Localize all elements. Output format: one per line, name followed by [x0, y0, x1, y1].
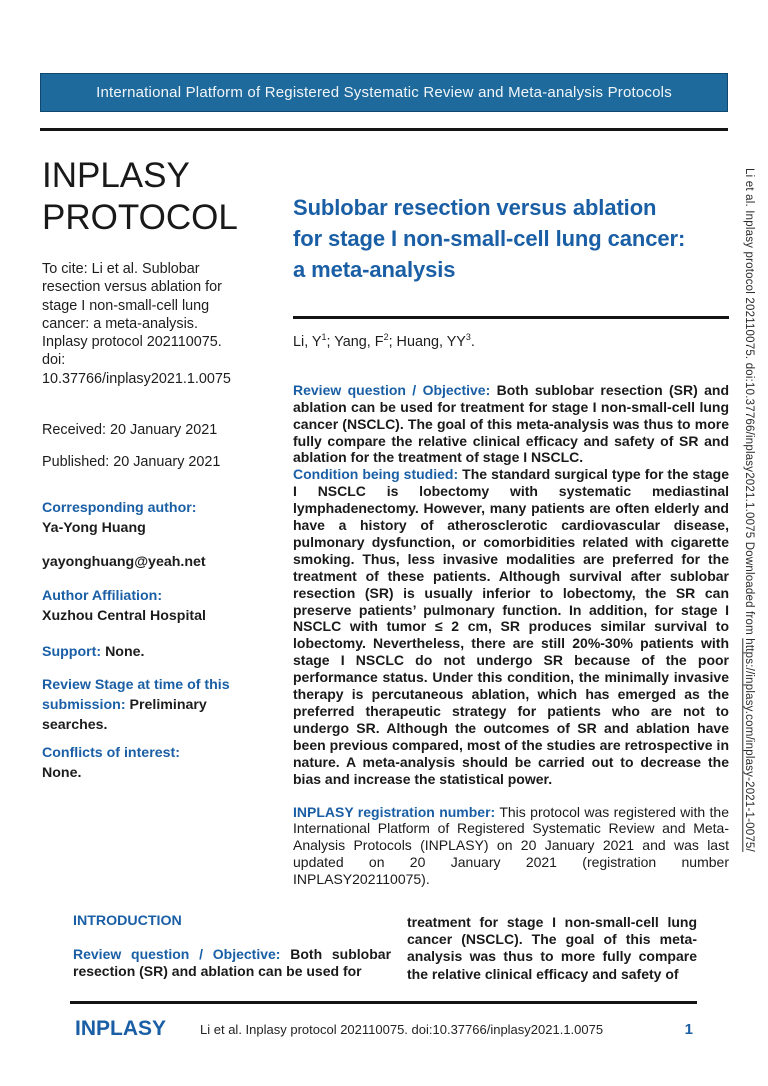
- introduction-left-text: Both sublobar resection (SR) and ablation can be used for: [73, 946, 392, 980]
- inplasy-url-link[interactable]: https://inplasy.com/inplasy-2021-1-0075/: [743, 638, 755, 852]
- review-stage-label: Review Stage at time of this submission:: [42, 677, 230, 714]
- author-1: Li, Y: [293, 333, 322, 350]
- introduction-review-question-label: Review question / Objective:: [73, 946, 281, 962]
- author-2: ; Yang, F: [326, 333, 384, 350]
- corresponding-author-name: Ya-Yong Huang: [42, 520, 146, 537]
- registration-text: This protocol was registered with the International Platform of Registered Systematic Review and Meta-Analysis Protocols (INPLASY) on 20 January 2021 and was last updated on 20 January 2021 (registration number INPLASY202110075).: [293, 803, 730, 888]
- article-title-line-2: for stage I non-small-cell lung cancer:: [293, 226, 686, 251]
- introduction-section: [73, 913, 697, 983]
- introduction-right-column: [407, 913, 697, 983]
- footer-inplasy-logo: INPLASY: [75, 1017, 167, 1040]
- corresponding-author-label: Corresponding author:: [42, 500, 197, 517]
- top-divider: [40, 128, 728, 131]
- review-question-label: Review question / Objective:: [293, 381, 491, 398]
- authors-line: [293, 332, 729, 350]
- platform-banner: [40, 73, 728, 112]
- to-cite-block: To cite: Li et al. Sublobar resection versus ablation for stage I non-small-cell lung cancer: a meta-analysis. Inplasy protocol 202110075. doi: 10.37766/inplasy2021.1.0075: [42, 261, 231, 387]
- article-title: [293, 180, 729, 285]
- author-1-superscript: 1: [321, 332, 327, 342]
- support-value: None.: [105, 644, 145, 661]
- corresponding-author-block: [42, 498, 270, 538]
- conflicts-value: None.: [42, 765, 82, 782]
- left-column: [42, 155, 270, 783]
- author-3: ; Huang, YY: [388, 333, 466, 350]
- corresponding-author-email: yayonghuang@yeah.net: [42, 554, 206, 571]
- introduction-left-column: [73, 913, 391, 983]
- footer-citation: Li et al. Inplasy protocol 202110075. doi:10.37766/inplasy2021.1.0075: [200, 1021, 604, 1037]
- side-citation-strip: [743, 168, 755, 958]
- introduction-heading: INTRODUCTION: [73, 913, 182, 929]
- footer-divider: [70, 1001, 697, 1004]
- introduction-right-paragraph: treatment for stage I non-small-cell lung cancer (NSCLC). The goal of this meta-analysis was thus to more fully compare the relative clinical efficacy and safety of: [407, 914, 697, 982]
- review-question-paragraph: [293, 382, 729, 467]
- review-question-text: Both sublobar resection (SR) and ablation can be used for treatment for stage I non-small-cell lung cancer (NSCLC). The goal of this meta-analysis was thus to more fully compare the relative clinical efficacy and safety of SR and ablation for the treatment of stage I NSCLC.: [293, 381, 730, 466]
- masthead-line-inplasy: INPLASY: [42, 156, 190, 195]
- condition-label: Condition being studied:: [293, 466, 459, 483]
- published-date: Published: 20 January 2021: [42, 454, 221, 471]
- inplasy-protocol-masthead: [42, 155, 270, 239]
- conflicts-block: [42, 743, 270, 783]
- conflicts-label: Conflicts of interest:: [42, 745, 180, 762]
- affiliation-label: Author Affiliation:: [42, 588, 163, 605]
- support-block: [42, 642, 270, 662]
- platform-banner-text: International Platform of Registered Systematic Review and Meta-analysis Protocols: [96, 84, 672, 101]
- support-label: Support:: [42, 644, 102, 661]
- title-divider: [293, 316, 729, 319]
- article-title-line-1: Sublobar resection versus ablation: [293, 195, 657, 220]
- affiliation-value: Xuzhou Central Hospital: [42, 608, 206, 625]
- article-title-line-3: a meta-analysis: [293, 257, 456, 282]
- side-citation-text: Li et al. Inplasy protocol 202110075. doi:10.37766/inplasy2021.1.0075 Downloaded from: [743, 168, 755, 639]
- author-affiliation-block: [42, 586, 270, 626]
- registration-label: INPLASY registration number:: [293, 803, 496, 820]
- condition-paragraph: [293, 466, 729, 787]
- footer: [70, 1017, 697, 1041]
- received-date: Received: 20 January 2021: [42, 422, 218, 439]
- abstract-paragraphs: [293, 382, 729, 888]
- authors-period: .: [470, 333, 475, 350]
- review-stage-block: [42, 675, 270, 735]
- author-2-superscript: 2: [383, 332, 389, 342]
- article-column: [293, 180, 729, 888]
- masthead-line-protocol: PROTOCOL: [42, 198, 238, 237]
- registration-paragraph: [293, 804, 729, 889]
- condition-text: The standard surgical type for the stage I NSCLC is lobectomy with systematic mediastinal lymphadenectomy. However, many patients are often elderly and have a history of atherosclerotic cardiovascular disease, pulmonary dysfunction, or comorbidities related with cigarette smoking. Thus, less invasive modalities are preferred for the treatment of these patients. Although survival after sublobar resection (SR) is usually inferior to lobectomy, the SR can preserve patients’ pulmonary function. In addition, for stage I NSCLC with tumor ≤ 2 cm, SR produces similar survival to lobectomy. Nevertheless, there are still 20%-30% patients with stage I NSCLC do not undergo SR because of the poor performance status. Under this condition, the minimally invasive therapy is percutaneous ablation, which has emerged as the preferred therapeutic strategy for patients who are not to undergo SR. Although the outcomes of SR and ablation have been previous compared, most of the studies are retrospective in nature. A meta-analysis should be carried out to decrease the bias and increase the statistical power.: [293, 466, 729, 787]
- introduction-left-paragraph: [73, 946, 391, 980]
- review-stage-value: Preliminary searches.: [42, 697, 207, 734]
- author-3-superscript: 3: [465, 332, 471, 342]
- page-number: 1: [684, 1020, 693, 1038]
